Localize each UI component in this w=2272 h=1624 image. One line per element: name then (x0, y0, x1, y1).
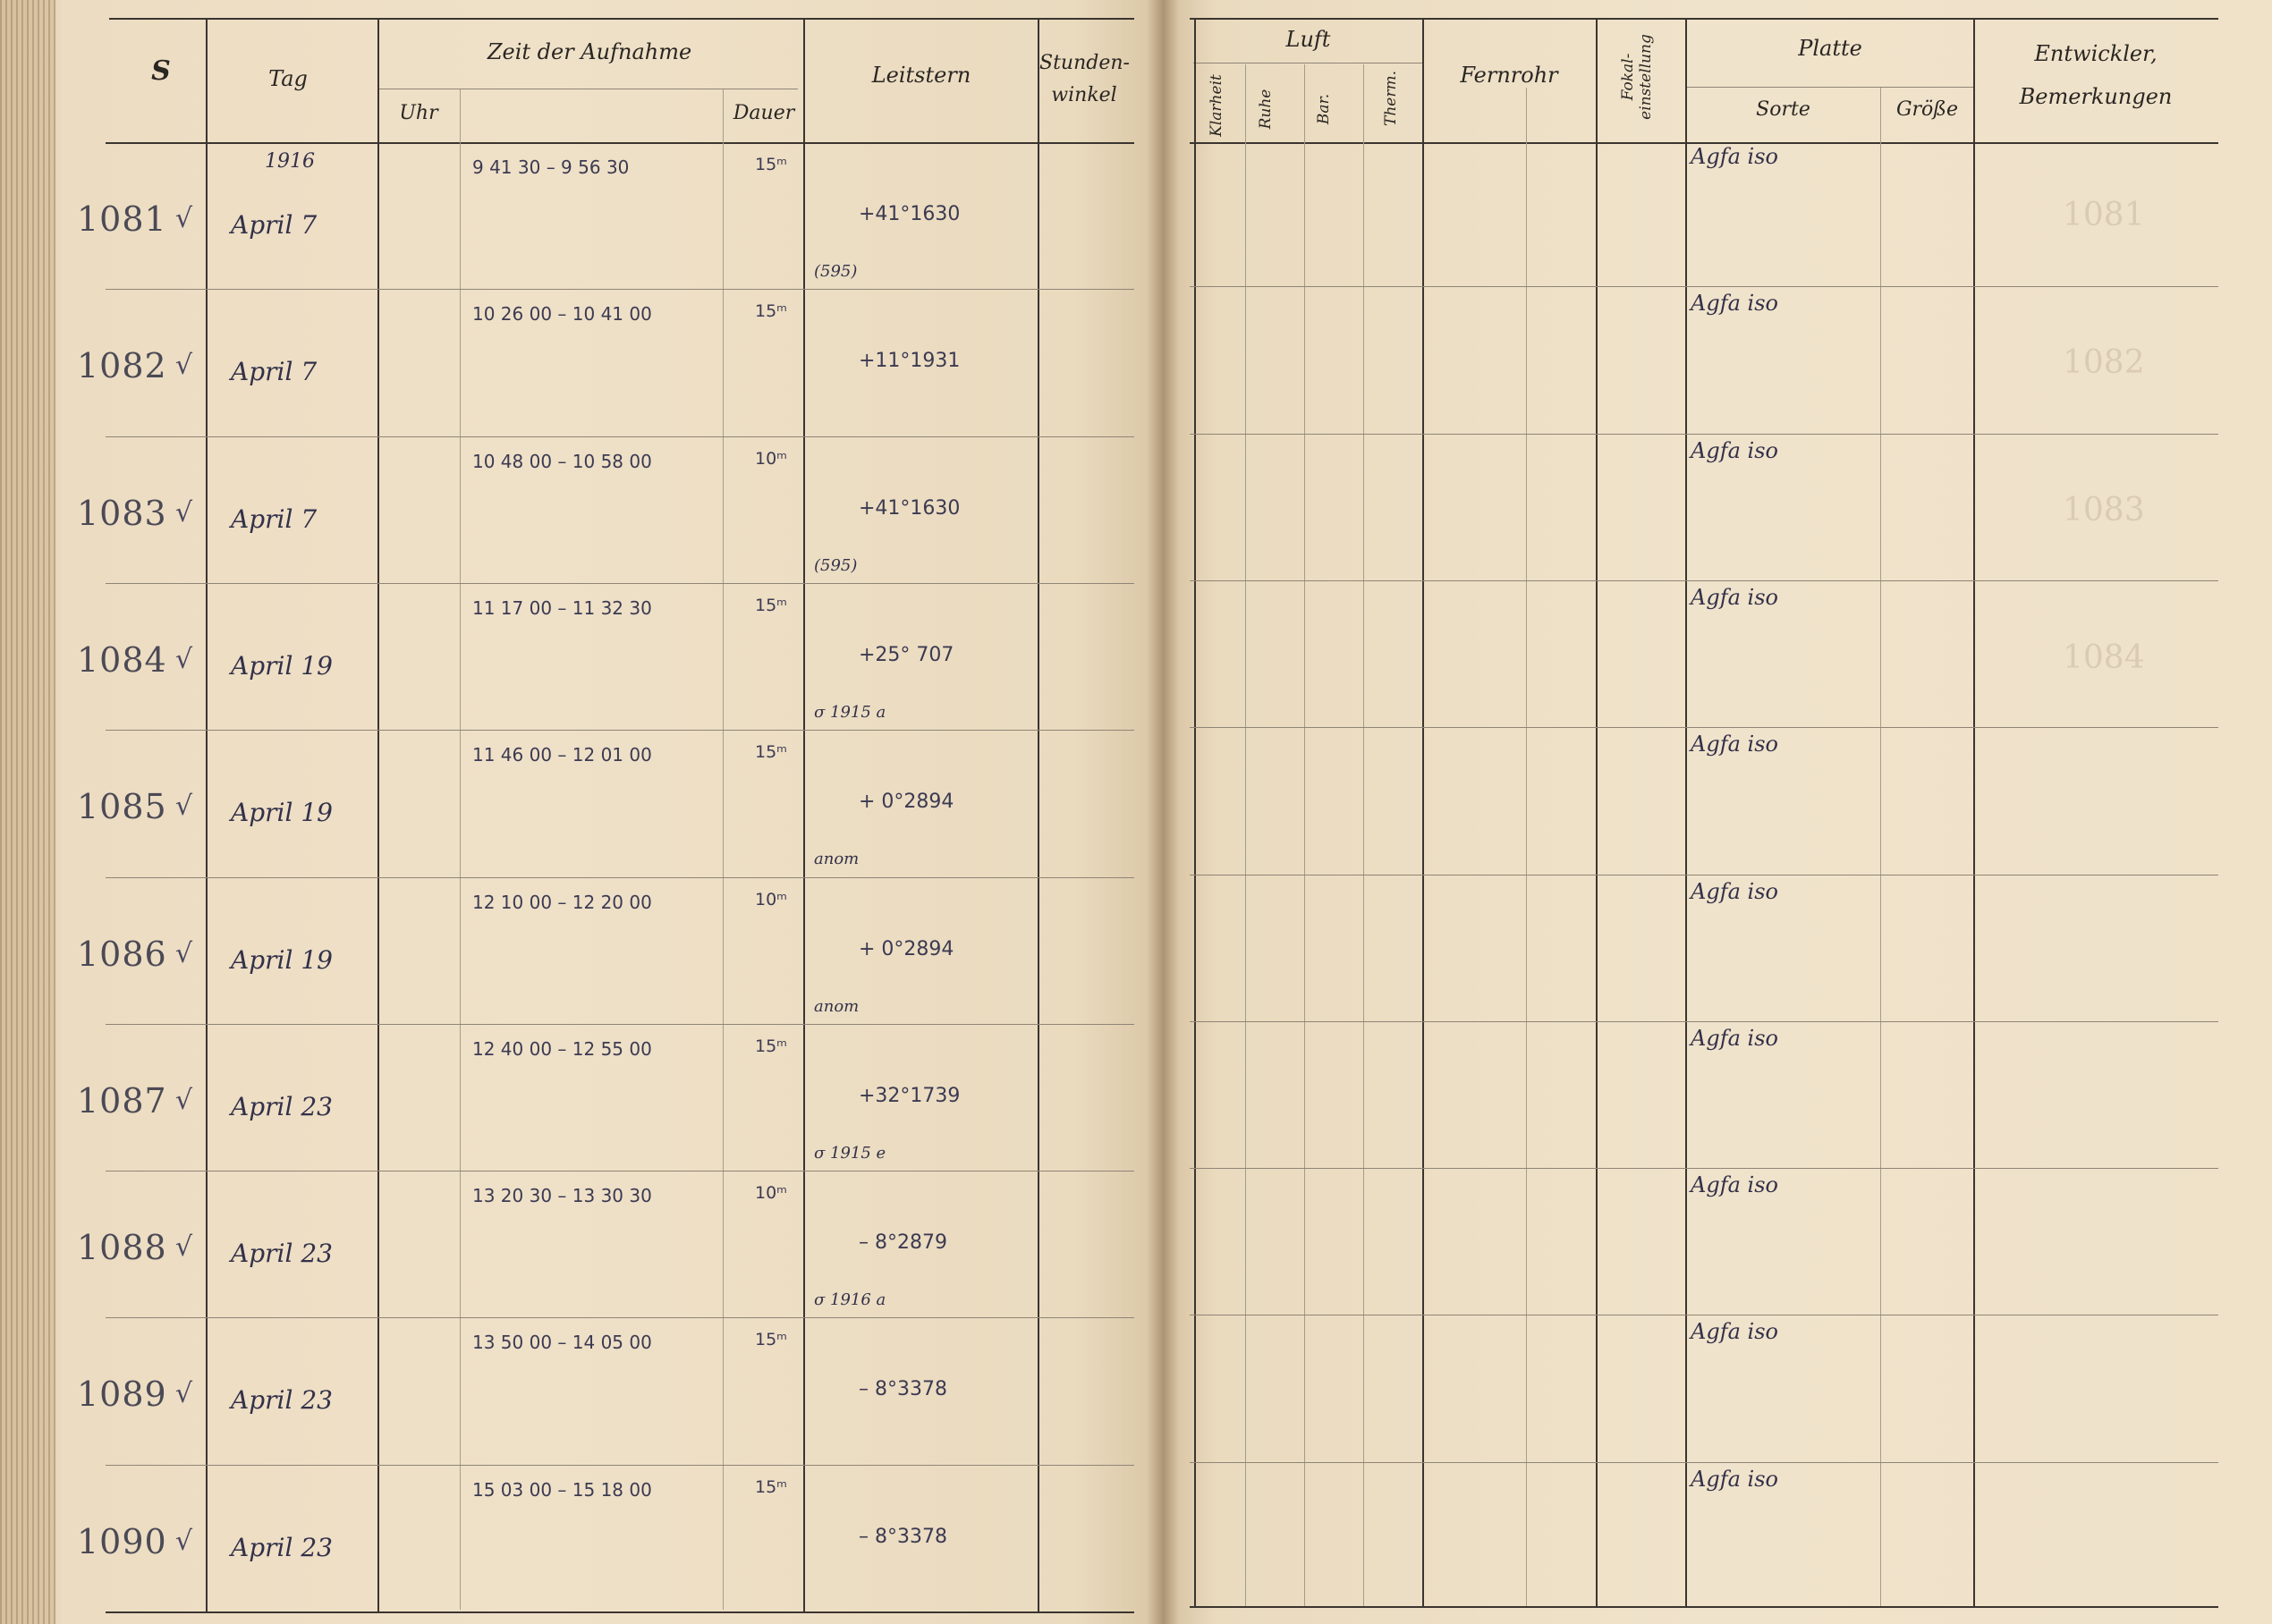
exposure-time: 11 17 00 – 11 32 30 (472, 597, 652, 619)
guide-star: + 0°2894 (859, 791, 954, 813)
logbook-spread: S Tag Zeit der Aufnahme Uhr Dauer Leitstern Stunden- winkel Luft Klarheit Ruhe Bar. Therm. Fernrohr Fokal- einstellung Platte Sorte Größe Entwickler, Bemerkungen 1916 1081 1082 1083 1084 1081 √ April 7 9 41 30 – 9 56 30 15ᵐ +41°1630 (595) Agfa iso 1082 √ April 7 10 26 00 – 10 41 00 15ᵐ +11°1931 Agfa iso 1083 √ April 7 10 48 00 – 10 58 00 10ᵐ +41°1630 (595) Agfa iso 1084 √ April 19 11 17 00 – 11 32 30 15ᵐ +25° 707 σ 1915 a Agfa iso 1085 √ April 19 11 46 00 – 12 01 00 15ᵐ + 0°2894 anom Agfa iso 1086 √ April 19 12 10 00 – 12 20 00 10ᵐ + 0°2894 anom Agfa iso 1087 √ April 23 12 40 00 – 12 55 00 15ᵐ +32°1739 σ 1915 e Agfa iso 1088 √ April 23 13 20 30 – 13 30 30 10ᵐ – 8°2879 σ 1916 a Agfa iso 1089 √ April 23 13 50 00 – 14 05 00 15ᵐ – 8°3378 Agfa iso 1090 √ April 23 15 03 00 – 15 18 00 15ᵐ – 8°3378 Agfa iso (0, 0, 2272, 1624)
vertical-rule (1526, 88, 1527, 1606)
check-mark: √ (175, 791, 193, 822)
header-tag: Tag (268, 66, 308, 91)
duration: 15ᵐ (755, 1330, 788, 1349)
header-klarheit: Klarheit (1208, 74, 1225, 137)
guide-star-note: anom (814, 997, 860, 1016)
header-luft: Luft (1285, 27, 1331, 52)
row-divider (106, 583, 1134, 584)
row-divider (106, 436, 1134, 437)
horizontal-rule (1190, 18, 2218, 20)
vertical-rule (1880, 88, 1881, 1606)
exposure-time: 11 46 00 – 12 01 00 (472, 744, 652, 765)
plate-number: 1084 (77, 640, 167, 680)
date: April 7 (231, 357, 318, 386)
plate-type: Agfa iso (1691, 438, 1778, 463)
horizontal-rule (1190, 1606, 2218, 1608)
header-groesse: Größe (1895, 98, 1959, 121)
check-mark: √ (175, 1526, 193, 1557)
guide-star: – 8°3378 (859, 1526, 947, 1548)
duration: 10ᵐ (755, 449, 788, 469)
vertical-rule (723, 89, 724, 1610)
page-edges (0, 0, 55, 1624)
header-fokal-2: einstellung (1637, 34, 1655, 120)
header-stundenwinkel-1: Stunden- (1039, 52, 1130, 74)
date: April 23 (231, 1239, 333, 1268)
duration: 10ᵐ (755, 890, 788, 909)
check-mark: √ (175, 203, 193, 234)
exposure-time: 12 10 00 – 12 20 00 (472, 892, 652, 913)
plate-type: Agfa iso (1691, 1172, 1778, 1197)
guide-star: +25° 707 (859, 644, 954, 666)
header-fernrohr: Fernrohr (1460, 63, 1558, 88)
exposure-time: 10 48 00 – 10 58 00 (472, 451, 652, 472)
duration: 15ᵐ (755, 596, 788, 615)
exposure-time: 9 41 30 – 9 56 30 (472, 156, 630, 178)
header-stundenwinkel-2: winkel (1051, 84, 1117, 106)
vertical-rule (1685, 20, 1687, 1606)
row-divider (1190, 434, 2218, 435)
check-mark: √ (175, 644, 193, 675)
plate-type: Agfa iso (1691, 585, 1778, 610)
duration: 15ᵐ (755, 155, 788, 174)
plate-number: 1082 (77, 346, 167, 385)
header-leitstern: Leitstern (871, 63, 971, 88)
check-mark: √ (175, 1231, 193, 1263)
horizontal-rule (106, 1611, 1134, 1613)
guide-star-note: σ 1915 a (814, 703, 886, 722)
header-fokal-1: Fokal- (1619, 53, 1637, 101)
plate-type: Agfa iso (1691, 1467, 1778, 1492)
exposure-time: 10 26 00 – 10 41 00 (472, 303, 652, 325)
exposure-time: 12 40 00 – 12 55 00 (472, 1038, 652, 1060)
vertical-rule (460, 89, 461, 1610)
plate-number: 1090 (77, 1522, 167, 1561)
date: April 23 (231, 1533, 333, 1562)
vertical-rule (1038, 20, 1039, 1611)
guide-star-note: anom (814, 850, 860, 868)
plate-type: Agfa iso (1691, 291, 1778, 316)
check-mark: √ (175, 497, 193, 529)
plate-type: Agfa iso (1691, 144, 1778, 169)
duration: 15ᵐ (755, 1477, 788, 1497)
exposure-time: 15 03 00 – 15 18 00 (472, 1479, 652, 1501)
duration: 10ᵐ (755, 1183, 788, 1203)
guide-star: – 8°3378 (859, 1378, 947, 1400)
exposure-time: 13 20 30 – 13 30 30 (472, 1185, 652, 1206)
header-uhr: Uhr (399, 102, 438, 124)
guide-star: +32°1739 (859, 1085, 961, 1107)
date: April 19 (231, 798, 333, 827)
year-label: 1916 (265, 150, 315, 173)
date: April 19 (231, 945, 333, 975)
book-gutter (1147, 0, 1179, 1624)
vertical-rule (1363, 64, 1364, 1606)
row-divider (106, 1465, 1134, 1466)
row-divider (106, 730, 1134, 731)
vertical-rule (1422, 20, 1424, 1606)
guide-star: – 8°2879 (859, 1231, 947, 1254)
vertical-rule (1973, 20, 1975, 1606)
header-entwickler-2: Bemerkungen (2019, 84, 2173, 109)
plate-type: Agfa iso (1691, 1319, 1778, 1344)
horizontal-rule (106, 142, 1134, 144)
vertical-rule (803, 20, 805, 1611)
plate-number: 1089 (77, 1374, 167, 1414)
header-zeit-der-aufnahme: Zeit der Aufnahme (487, 39, 692, 64)
date: April 7 (231, 210, 318, 240)
date: April 19 (231, 651, 333, 681)
vertical-rule (1245, 64, 1246, 1606)
duration: 15ᵐ (755, 742, 788, 762)
exposure-time: 13 50 00 – 14 05 00 (472, 1332, 652, 1353)
header-bar: Bar. (1315, 93, 1333, 125)
header-entwickler-1: Entwickler, (2034, 41, 2158, 66)
guide-star: +11°1931 (859, 350, 961, 372)
row-divider (1190, 286, 2218, 287)
header-platte: Platte (1798, 36, 1862, 61)
row-divider (106, 1024, 1134, 1025)
row-divider (106, 289, 1134, 290)
right-page (1163, 0, 2272, 1624)
row-divider (1190, 1021, 2218, 1022)
date: April 23 (231, 1092, 333, 1121)
plate-type: Agfa iso (1691, 732, 1778, 757)
guide-star: +41°1630 (859, 497, 961, 520)
duration: 15ᵐ (755, 1036, 788, 1056)
date: April 7 (231, 504, 318, 534)
plate-type: Agfa iso (1691, 1026, 1778, 1051)
row-divider (1190, 1168, 2218, 1169)
vertical-rule (1304, 64, 1305, 1606)
header-therm: Therm. (1382, 71, 1400, 126)
header-dauer: Dauer (733, 102, 795, 124)
horizontal-rule (1687, 87, 1973, 88)
header-sorte: Sorte (1756, 98, 1810, 121)
duration: 15ᵐ (755, 301, 788, 321)
plate-number: 1087 (77, 1081, 167, 1121)
vertical-rule (1194, 20, 1196, 1606)
plate-number: 1085 (77, 787, 167, 826)
header-ruhe: Ruhe (1257, 89, 1275, 130)
check-mark: √ (175, 1085, 193, 1116)
row-divider (1190, 580, 2218, 581)
vertical-rule (377, 20, 379, 1611)
check-mark: √ (175, 938, 193, 969)
header-s: S (151, 55, 171, 87)
row-divider (106, 1317, 1134, 1318)
guide-star-note: (595) (814, 262, 858, 281)
row-divider (1190, 1462, 2218, 1463)
plate-number: 1088 (77, 1228, 167, 1267)
vertical-rule (206, 20, 208, 1611)
plate-number: 1083 (77, 494, 167, 533)
guide-star-note: σ 1916 a (814, 1290, 886, 1309)
guide-star-note: (595) (814, 556, 858, 575)
plate-number: 1086 (77, 935, 167, 974)
plate-number: 1081 (77, 199, 167, 239)
check-mark: √ (175, 350, 193, 381)
row-divider (106, 877, 1134, 878)
vertical-rule (1596, 20, 1598, 1606)
row-divider (1190, 727, 2218, 728)
plate-type: Agfa iso (1691, 879, 1778, 904)
guide-star: + 0°2894 (859, 938, 954, 960)
guide-star-note: σ 1915 e (814, 1144, 886, 1163)
date: April 23 (231, 1385, 333, 1415)
guide-star: +41°1630 (859, 203, 961, 225)
check-mark: √ (175, 1378, 193, 1409)
horizontal-rule (109, 18, 1134, 20)
